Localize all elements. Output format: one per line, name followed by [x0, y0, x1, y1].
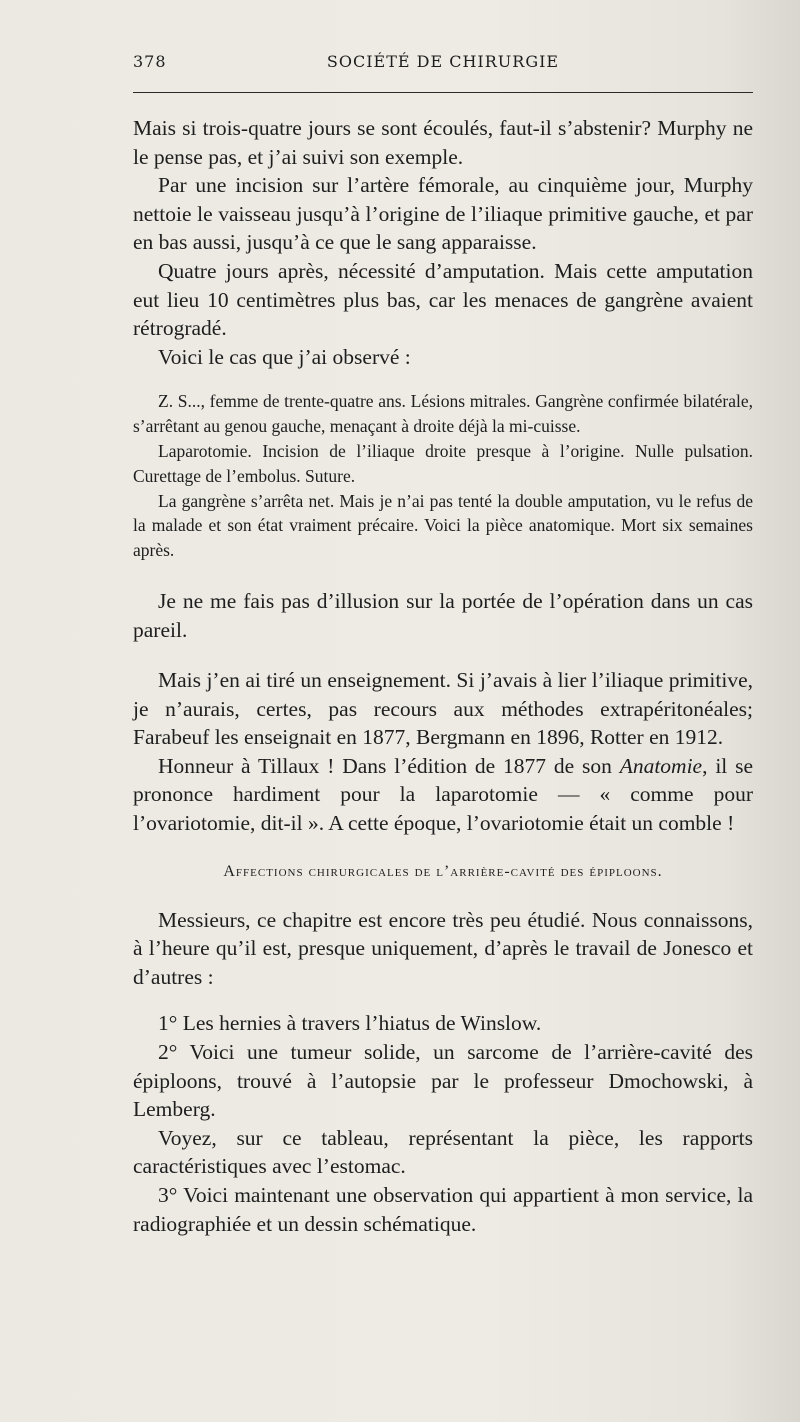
list-item: 2° Voici une tumeur solide, un sarcome de l’arrière-cavité des épiploons, trouvé à l’autopsie par le professeur Dmochowski, à Lemberg. [133, 1040, 753, 1122]
header-rule [133, 92, 753, 93]
case-paragraph: Z. S..., femme de trente-quatre ans. Lésions mitrales. Gangrène confirmée bilatérale, s’arrêtant au genou gauche, menaçant à droite déjà la mi-cuisse. [133, 391, 753, 437]
paragraph: Quatre jours après, nécessité d’amputation. Mais cette amputation eut lieu 10 centimètres plus bas, car les menaces de gangrène avaient rétrogradé. [133, 258, 753, 341]
spacer [133, 644, 753, 666]
section-heading-text: Affections chirurgicales de l’arrière-cavité des épiploons. [223, 862, 663, 880]
paragraph-text: Honneur à Tillaux ! Dans l’édition de 1877 de son [158, 753, 620, 778]
paragraph [133, 752, 753, 838]
paragraph: Par une incision sur l’artère fémorale, au cinquième jour, Murphy nettoie le vaisseau jusqu’à l’origine de l’iliaque primitive gauche, et par en bas aussi, jusqu’à ce que le sang apparaisse. [133, 173, 753, 255]
page-header [133, 52, 753, 80]
case-report [133, 389, 753, 563]
paragraph-text: , il se prononce hardiment pour la laparotomie — « comme pour l’ovariotomie, dit-il ». A cette époque, l’ovariotomie était un comble ! [133, 753, 754, 836]
spacer [133, 884, 753, 906]
spacer [133, 563, 753, 587]
case-paragraph: Laparotomie. Incision de l’iliaque droite presque à l’origine. Nulle pulsation. Curettage de l’embolus. Suture. [133, 440, 753, 486]
running-title: SOCIÉTÉ DE CHIRURGIE [326, 52, 560, 71]
paragraph: Mais si trois-quatre jours se sont écoulés, faut-il s’abstenir? Murphy ne le pense pas, et j’ai suivi son exemple. [133, 116, 753, 169]
spacer [133, 991, 753, 1009]
paragraph: Je ne me fais pas d’illusion sur la portée de l’opération dans un cas pareil. [133, 588, 753, 642]
list-item: 1° Les hernies à travers l’hiatus de Winslow. [158, 1011, 542, 1036]
paragraph: Mais j’en ai tiré un enseignement. Si j’avais à lier l’iliaque primitive, je n’aurais, certes, pas recours aux méthodes extrapéritonéales; Farabeuf les enseignait en 1877, Bergmann en 1896, Rotter en 1912. [133, 668, 753, 750]
paragraph: Voyez, sur ce tableau, représentant la pièce, les rapports caractéristiques avec l’estomac. [133, 1125, 753, 1179]
paragraph: Messieurs, ce chapitre est encore très peu étudié. Nous connaissons, à l’heure qu’il est, presque uniquement, d’après le travail de Jonesco et d’autres : [133, 907, 753, 989]
list-item: 3° Voici maintenant une observation qui appartient à mon service, la radiographiée et un dessin schématique. [133, 1183, 753, 1236]
paragraph: Voici le cas que j’ai observé : [158, 344, 411, 369]
case-paragraph: La gangrène s’arrêta net. Mais je n’ai pas tenté la double amputation, vu le refus de la malade et son état vraiment précaire. Voici la pièce anatomique. Mort six semaines après. [133, 490, 753, 561]
section-heading [133, 860, 753, 884]
spacer [133, 371, 753, 389]
book-title: Anatomie [619, 753, 703, 778]
page-number: 378 [133, 52, 167, 71]
main-text [133, 114, 753, 1238]
spacer [133, 838, 753, 860]
